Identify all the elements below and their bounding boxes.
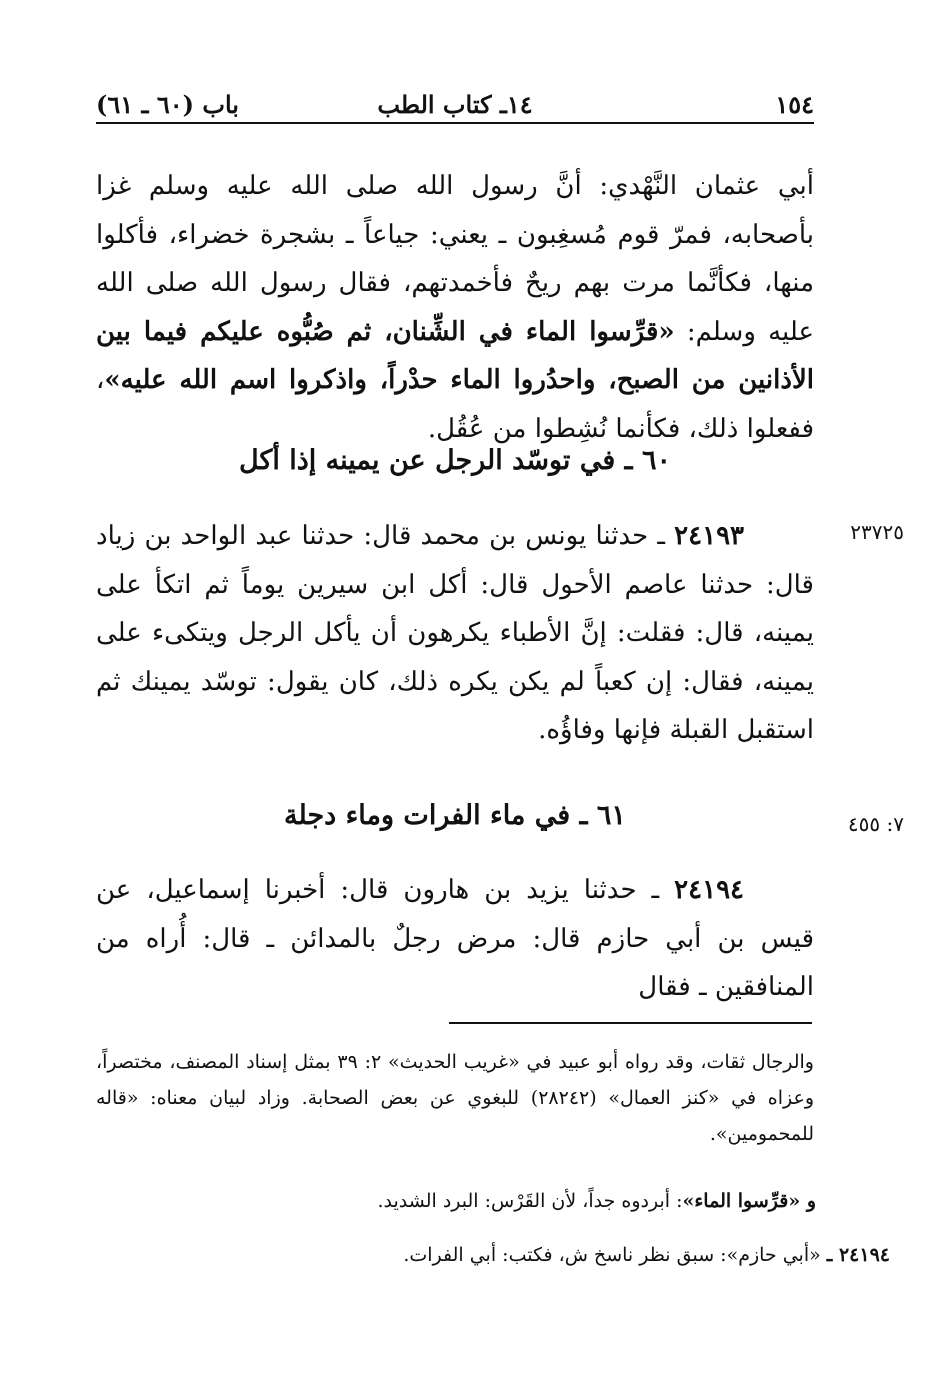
- hadith-24193: [96, 512, 814, 755]
- footnote-qarrisu-def: : أبردوه جداً، لأن القَرْس: البرد الشديد.: [377, 1190, 683, 1212]
- footnote-24194-text: «أبي حازم»: سبق نظر ناسخ ش، فكتب: أبي الفرات.: [403, 1244, 827, 1266]
- intro-text-end: ، ففعلوا ذلك، فكأنما نُشِطوا من عُقُل.: [96, 365, 814, 444]
- hadith-24194: [96, 866, 814, 1012]
- section-61-margin-ref: ٧: ٤٥٥: [847, 812, 904, 836]
- section-60-margin-ref: ٢٣٧٢٥: [850, 520, 904, 544]
- section-60-title: ٦٠ ـ في توسّد الرجل عن يمينه إذا أكل: [239, 445, 671, 476]
- intro-paragraph: [96, 162, 814, 454]
- footnote-qarrisu-term: و «قرِّسوا الماء»: [682, 1190, 816, 1212]
- hadith-24194-text: ـ حدثنا يزيد بن هارون قال: أخبرنا إسماعيل، عن قيس بن أبي حازم قال: مرض رجلٌ بالمدائن ـ قال: أُراه من المنافقين ـ فقال: [96, 875, 814, 1003]
- intro-text-start: أبي عثمان النَّهْدي: أنَّ رسول الله صلى الله عليه وسلم غزا بأصحابه، فمرّ قوم مُسغِبون ـ يعني: جياعاً ـ بشجرة خضراء، فأكلوا منها، فكأنَّما مرت بهم ريحٌ فأخمدتهم، فقال رسول الله صلى الله عليه وسلم:: [96, 171, 814, 347]
- footnote-separator: [449, 1022, 812, 1024]
- footnote-qarrisu: [377, 1183, 816, 1219]
- page-header: [96, 80, 814, 124]
- chapter-range: باب (٦٠ ـ ٦١): [96, 90, 239, 119]
- footnote-24194: [403, 1237, 890, 1273]
- intro-text-quote: «قرِّسوا الماء في الشِّنان، ثم صُبُّوه عليكم فيما بين الأذانين من الصبح، واحدُروا الماء حدْراً، واذكروا اسم الله عليه»: [96, 316, 814, 396]
- hadith-24193-number: ٢٤١٩٣: [674, 521, 744, 551]
- book-title: ١٤ـ كتاب الطب: [377, 90, 533, 119]
- hadith-24193-text: ـ حدثنا يونس بن محمد قال: حدثنا عبد الواحد بن زياد قال: حدثنا عاصم الأحول قال: أكل ابن سيرين يوماً ثم اتكأ على يمينه، قال: فقلت: إنَّ الأطباء يكرهون أن يأكل الرجل ويتكىء على يمينه، فقال: إن كعباً لم يكن يكره ذلك، كان يقول: توسّد يمينك ثم استقبل القبلة فإنها وفاؤُه.: [96, 521, 814, 746]
- footnote-paragraph: والرجال ثقات، وقد رواه أبو عبيد في «غريب الحديث» ٢: ٣٩ بمثل إسناد المصنف، مختصراً، وعزاه في «كنز العمال» (٢٨٢٤٢) للبغوي عن بعض الصحابة. وزاد لبيان معناه: «قاله للمحمومين».: [96, 1051, 814, 1145]
- hadith-24194-number: ٢٤١٩٤: [674, 875, 744, 905]
- footnote-24194-number: ٢٤١٩٤ ـ: [826, 1244, 890, 1266]
- page-number: ١٥٤: [775, 90, 814, 119]
- section-61-title: ٦١ ـ في ماء الفرات وماء دجلة: [284, 800, 626, 831]
